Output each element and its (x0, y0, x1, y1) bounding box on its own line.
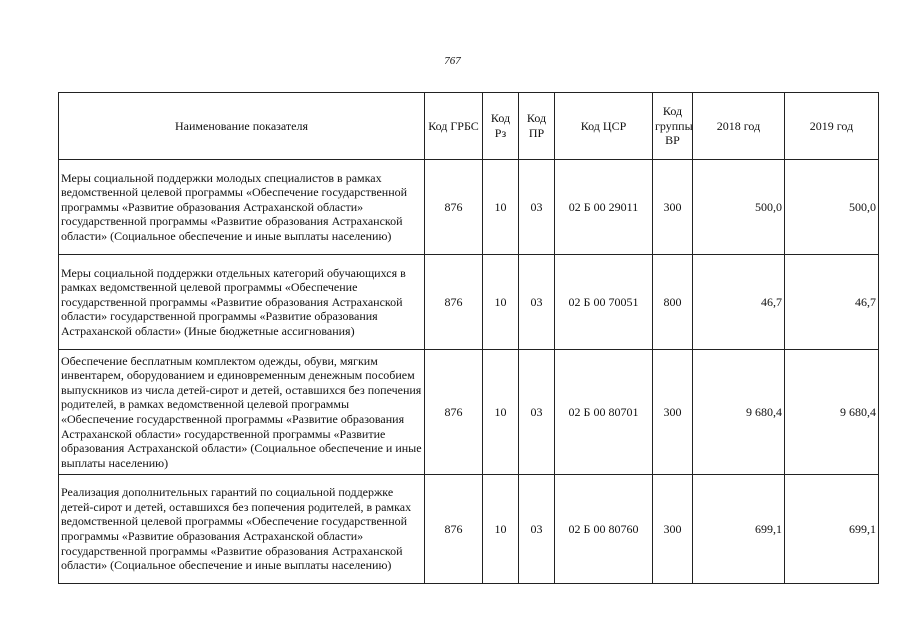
table-row (59, 255, 879, 350)
cell-pr: 03 (519, 160, 555, 255)
cell-pr: 03 (519, 255, 555, 350)
cell-rz: 10 (483, 160, 519, 255)
cell-2019: 9 680,4 (785, 350, 879, 475)
cell-csr: 02 Б 00 80760 (555, 475, 653, 584)
cell-name: Меры социальной поддержки отдельных категорий обучающихся в рамках ведомственной целевой программы «Обеспечение государственной программы «Развитие образования Астраханской области» государственной программы «Развитие образования Астраханской области» (Иные бюджетные ассигнования) (59, 255, 425, 350)
header-2019: 2019 год (785, 93, 879, 160)
cell-2018: 500,0 (693, 160, 785, 255)
cell-grbs: 876 (425, 350, 483, 475)
page-number: 767 (444, 55, 461, 67)
budget-table (58, 92, 879, 584)
cell-csr: 02 Б 00 80701 (555, 350, 653, 475)
header-rz: Код Рз (483, 93, 519, 160)
header-pr: Код ПР (519, 93, 555, 160)
cell-rz: 10 (483, 475, 519, 584)
cell-2018: 46,7 (693, 255, 785, 350)
cell-2018: 9 680,4 (693, 350, 785, 475)
cell-vr: 300 (653, 160, 693, 255)
cell-vr: 800 (653, 255, 693, 350)
header-csr: Код ЦСР (555, 93, 653, 160)
cell-name: Меры социальной поддержки молодых специалистов в рамках ведомственной целевой программы «Обеспечение государственной программы «Развитие образования Астраханской области» государственной программы «Развитие образования Астраханской области» (Социальное обеспечение и иные выплаты населению) (59, 160, 425, 255)
cell-rz: 10 (483, 350, 519, 475)
cell-2018: 699,1 (693, 475, 785, 584)
cell-2019: 699,1 (785, 475, 879, 584)
cell-grbs: 876 (425, 475, 483, 584)
cell-name: Реализация дополнительных гарантий по социальной поддержке детей-сирот и детей, оставшихся без попечения родителей, в рамках ведомственной целевой программы «Обеспечение государственной программы «Развитие образования Астраханской области» государственной программы «Развитие образования Астраханской области» (Социальное обеспечение и иные выплаты населению) (59, 475, 425, 584)
cell-name: Обеспечение бесплатным комплектом одежды, обуви, мягким инвентарем, оборудованием и единовременным денежным пособием выпускников из числа детей-сирот и детей, оставшихся без попечения родителей, в рамках ведомственной целевой программы «Обеспечение государственной программы «Развитие образования Астраханской области» государственной программы «Развитие образования Астраханской области» (Социальное обеспечение и иные выплаты населению) (59, 350, 425, 475)
cell-pr: 03 (519, 475, 555, 584)
table-row (59, 475, 879, 584)
table-row (59, 160, 879, 255)
cell-csr: 02 Б 00 70051 (555, 255, 653, 350)
cell-grbs: 876 (425, 160, 483, 255)
cell-pr: 03 (519, 350, 555, 475)
header-vr: Код группы ВР (653, 93, 693, 160)
table-row (59, 350, 879, 475)
header-name: Наименование показателя (59, 93, 425, 160)
header-row (59, 93, 879, 160)
cell-2019: 46,7 (785, 255, 879, 350)
cell-vr: 300 (653, 475, 693, 584)
cell-2019: 500,0 (785, 160, 879, 255)
header-grbs: Код ГРБС (425, 93, 483, 160)
header-2018: 2018 год (693, 93, 785, 160)
cell-rz: 10 (483, 255, 519, 350)
cell-vr: 300 (653, 350, 693, 475)
cell-csr: 02 Б 00 29011 (555, 160, 653, 255)
cell-grbs: 876 (425, 255, 483, 350)
